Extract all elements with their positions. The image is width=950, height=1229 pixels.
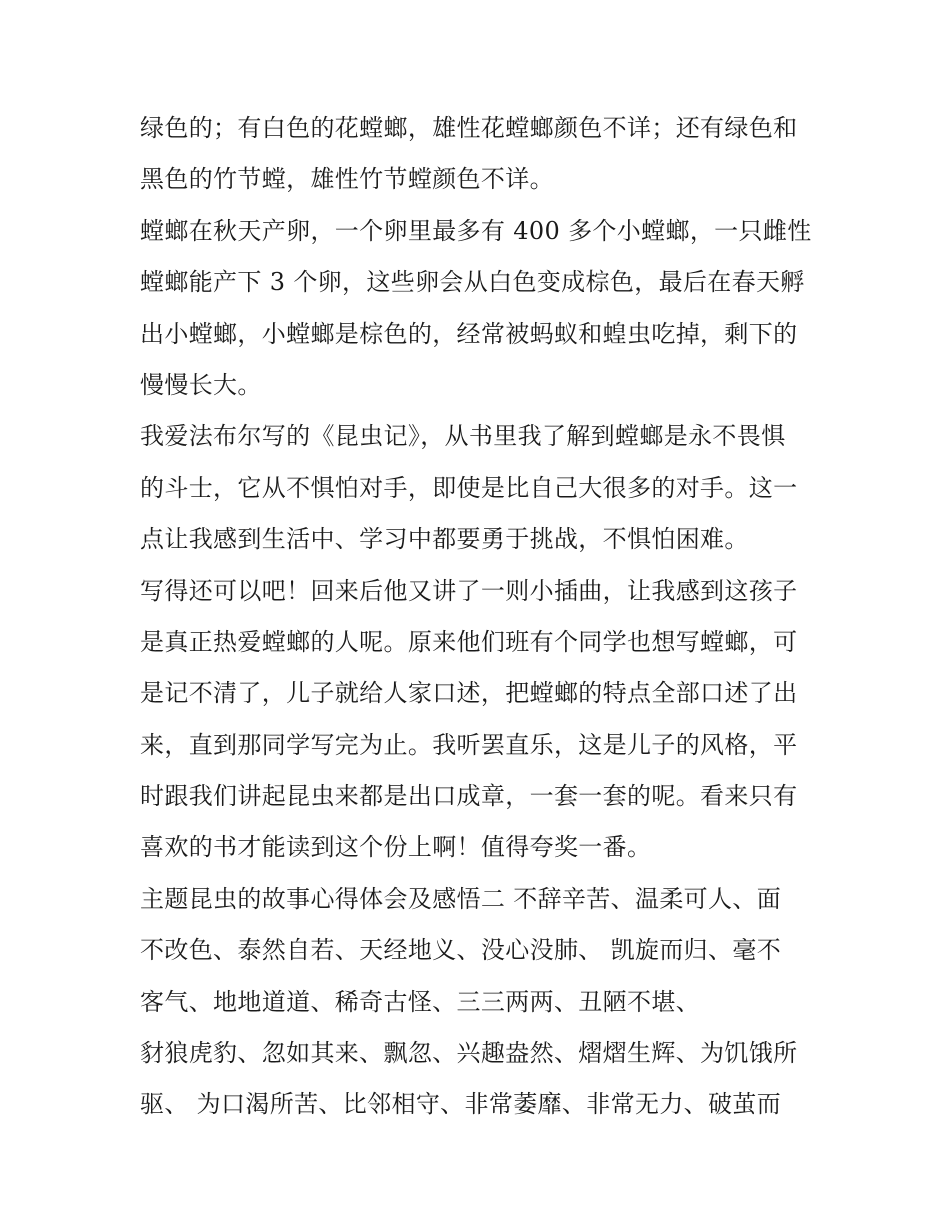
text-line: 主题昆虫的故事心得体会及感悟二 不辞辛苦、温柔可人、面 — [140, 884, 782, 913]
text-line: 时跟我们讲起昆虫来都是出口成章，一套一套的呢。看来只有 — [140, 782, 798, 811]
text-line: 写得还可以吧！回来后他又讲了一则小插曲，让我感到这孩子 — [140, 576, 798, 605]
text-line: 是真正热爱螳螂的人呢。原来他们班有个同学也想写螳螂，可 — [140, 627, 798, 656]
text-line: 出小螳螂，小螳螂是棕色的，经常被蚂蚁和蝗虫吃掉，剩下的 — [140, 319, 798, 348]
text-line: 我爱法布尔写的《昆虫记》，从书里我了解到螳螂是永不畏惧 — [140, 422, 786, 451]
text-line: 喜欢的书才能读到这个份上啊！值得夸奖一番。 — [140, 833, 652, 862]
text-line: 豺狼虎豹、忽如其来、飘忽、兴趣盎然、熠熠生辉、为饥饿所 — [140, 1039, 798, 1068]
text-line: 来，直到那同学写完为止。我听罢直乐，这是儿子的风格，平 — [140, 730, 798, 759]
text-line: 客气、地地道道、稀奇古怪、三三两两、丑陋不堪、 — [140, 987, 701, 1016]
text-line: 驱、 为口渴所苦、比邻相守、非常萎靡、非常无力、破茧而 — [140, 1090, 782, 1119]
text-line: 螳螂能产下 3 个卵，这些卵会从白色变成棕色，最后在春天孵 — [140, 268, 805, 297]
text-line: 的斗士，它从不惧怕对手，即使是比自己大很多的对手。这一 — [140, 473, 798, 502]
text-line: 是记不清了，儿子就给人家口述，把螳螂的特点全部口述了出 — [140, 679, 798, 708]
text-line: 点让我感到生活中、学习中都要勇于挑战，不惧怕困难。 — [140, 525, 749, 554]
text-line: 螳螂在秋天产卵，一个卵里最多有 400 多个小螳螂，一只雌性 — [140, 216, 812, 245]
text-line: 不改色、泰然自若、天经地义、没心没肺、 凯旋而归、毫不 — [140, 936, 782, 965]
text-line: 绿色的；有白色的花螳螂，雄性花螳螂颜色不详；还有绿色和 — [140, 114, 798, 142]
text-line: 黑色的竹节螳，雄性竹节螳颜色不详。 — [140, 165, 554, 194]
body-text — [140, 103, 830, 1131]
text-line: 慢慢长大。 — [140, 370, 262, 399]
